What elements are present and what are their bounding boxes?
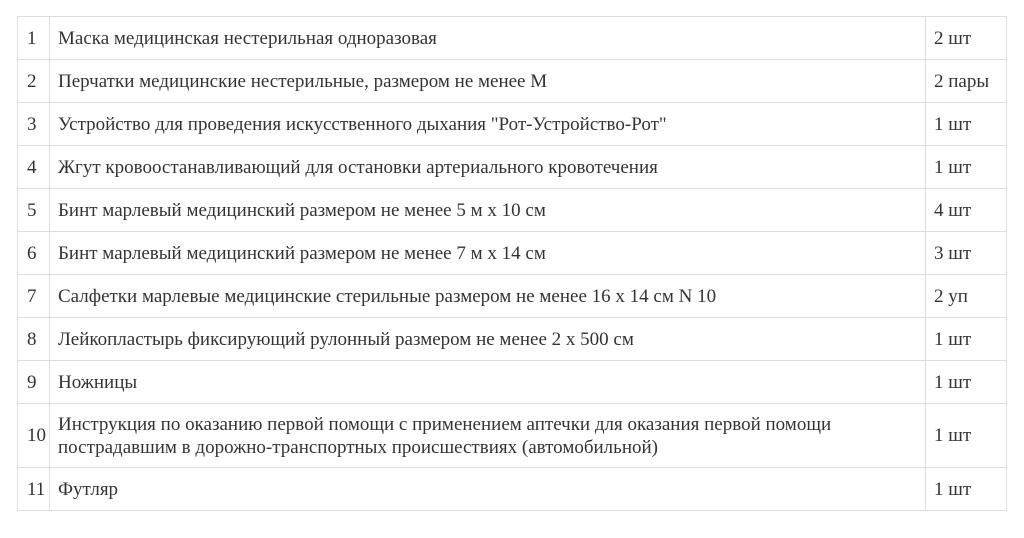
table-row [18, 404, 1007, 468]
item-quantity: 4 шт [926, 189, 1007, 232]
first-aid-kit-table-container [17, 16, 1007, 511]
item-quantity: 1 шт [926, 318, 1007, 361]
item-name: Бинт марлевый медицинский размером не менее 7 м х 14 см [50, 232, 926, 275]
item-quantity: 1 шт [926, 404, 1007, 468]
item-quantity: 2 шт [926, 17, 1007, 60]
row-number: 3 [18, 103, 50, 146]
item-name: Бинт марлевый медицинский размером не менее 5 м х 10 см [50, 189, 926, 232]
row-number: 1 [18, 17, 50, 60]
item-quantity: 2 пары [926, 60, 1007, 103]
item-name: Маска медицинская нестерильная одноразовая [50, 17, 926, 60]
table-row [18, 103, 1007, 146]
table-row [18, 318, 1007, 361]
table-row [18, 361, 1007, 404]
row-number: 11 [18, 468, 50, 511]
item-name: Салфетки марлевые медицинские стерильные размером не менее 16 х 14 см N 10 [50, 275, 926, 318]
item-name: Устройство для проведения искусственного дыхания "Рот-Устройство-Рот" [50, 103, 926, 146]
item-name: Инструкция по оказанию первой помощи с применением аптечки для оказания первой помощи пострадавшим в дорожно-транспортных происшествиях (автомобильной) [50, 404, 926, 468]
item-quantity: 3 шт [926, 232, 1007, 275]
row-number: 10 [18, 404, 50, 468]
item-name: Жгут кровоостанавливающий для остановки артериального кровотечения [50, 146, 926, 189]
row-number: 2 [18, 60, 50, 103]
row-number: 5 [18, 189, 50, 232]
item-name: Футляр [50, 468, 926, 511]
row-number: 4 [18, 146, 50, 189]
item-quantity: 1 шт [926, 468, 1007, 511]
item-name: Перчатки медицинские нестерильные, размером не менее М [50, 60, 926, 103]
item-quantity: 1 шт [926, 103, 1007, 146]
table-row [18, 146, 1007, 189]
item-name: Ножницы [50, 361, 926, 404]
table-row [18, 189, 1007, 232]
table-row [18, 17, 1007, 60]
table-row [18, 275, 1007, 318]
item-name: Лейкопластырь фиксирующий рулонный размером не менее 2 х 500 см [50, 318, 926, 361]
first-aid-kit-table [17, 16, 1007, 511]
table-row [18, 60, 1007, 103]
item-quantity: 1 шт [926, 146, 1007, 189]
item-quantity: 1 шт [926, 361, 1007, 404]
row-number: 7 [18, 275, 50, 318]
item-quantity: 2 уп [926, 275, 1007, 318]
table-row [18, 232, 1007, 275]
row-number: 6 [18, 232, 50, 275]
table-row [18, 468, 1007, 511]
row-number: 8 [18, 318, 50, 361]
row-number: 9 [18, 361, 50, 404]
